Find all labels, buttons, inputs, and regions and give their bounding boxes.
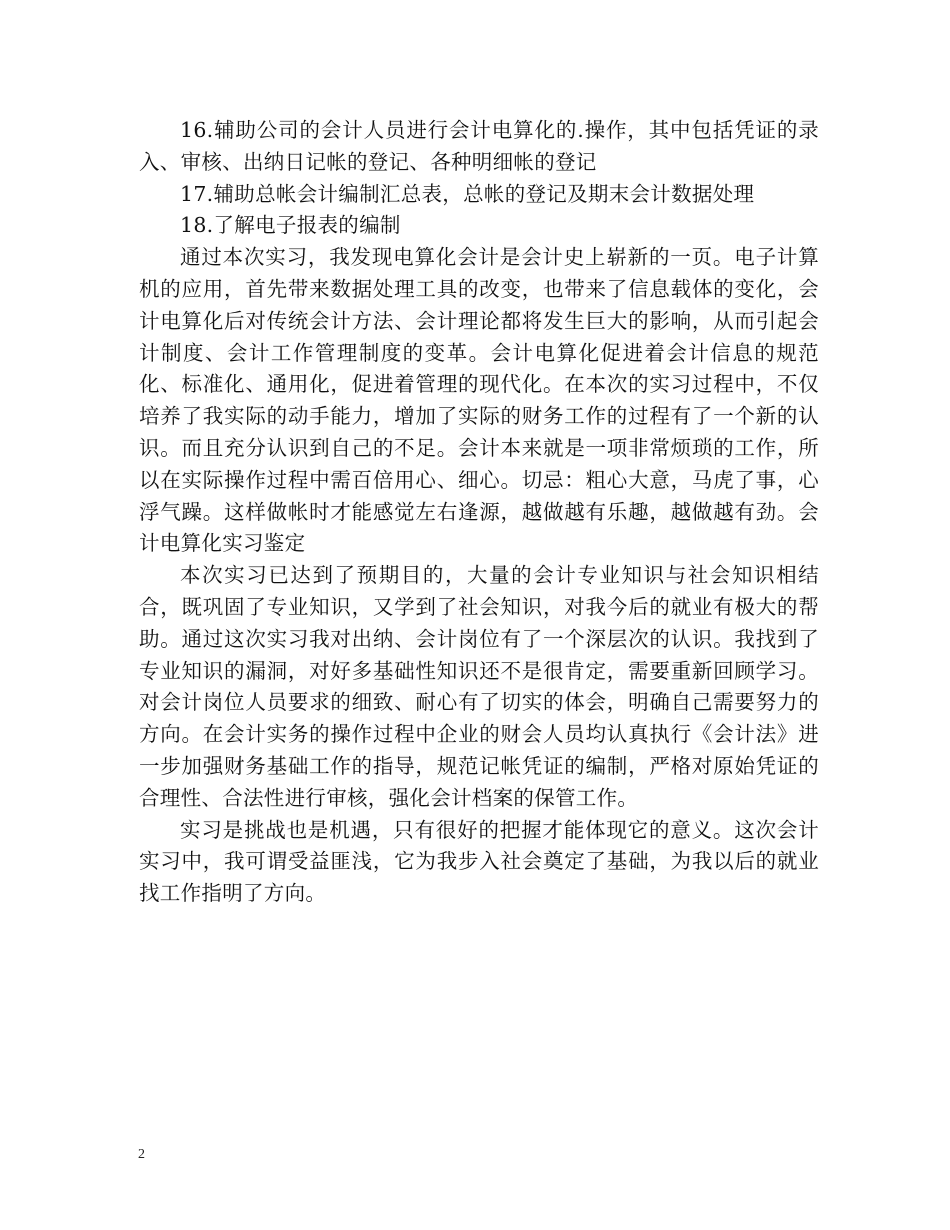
document-body bbox=[139, 115, 819, 910]
page-number: 2 bbox=[138, 1147, 145, 1162]
paragraph-item-17: 17.辅助总帐会计编制汇总表，总帐的登记及期末会计数据处理 bbox=[180, 181, 755, 206]
paragraph-conclusion: 实习是挑战也是机遇，只有很好的把握才能体现它的意义。这次会计实习中，我可谓受益匪浅，它为我步入社会奠定了基础，为我以后的就业找工作指明了方向。 bbox=[139, 817, 819, 906]
paragraph-item-16: 16.辅助公司的会计人员进行会计电算化的.操作，其中包括凭证的录入、审核、出纳日记帐的登记、各种明细帐的登记 bbox=[139, 118, 819, 174]
paragraph-evaluation: 本次实习已达到了预期目的，大量的会计专业知识与社会知识相结合，既巩固了专业知识，又学到了社会知识，对我今后的就业有极大的帮助。通过这次实习我对出纳、会计岗位有了一个深层次的认识。我找到了专业知识的漏洞，对好多基础性知识还不是很肯定，需要重新回顾学习。对会计岗位人员要求的细致、耐心有了切实的体会，明确自己需要努力的方向。在会计实务的操作过程中企业的财会人员均认真执行《会计法》进一步加强财务基础工作的指导，规范记帐凭证的编制，严格对原始凭证的合理性、合法性进行审核，强化会计档案的保管工作。 bbox=[139, 563, 819, 810]
paragraph-item-18: 18.了解电子报表的编制 bbox=[180, 213, 401, 238]
paragraph-summary: 通过本次实习，我发现电算化会计是会计史上崭新的一页。电子计算机的应用，首先带来数据处理工具的改变，也带来了信息载体的变化，会计电算化后对传统会计方法、会计理论都将发生巨大的影响，从而引起会计制度、会计工作管理制度的变革。会计电算化促进着会计信息的规范化、标准化、通用化，促进着管理的现代化。在本次的实习过程中，不仅培养了我实际的动手能力，增加了实际的财务工作的过程有了一个新的认识。而且充分认识到自己的不足。会计本来就是一项非常烦琐的工作，所以在实际操作过程中需百倍用心、细心。切忌：粗心大意，马虎了事，心浮气躁。这样做帐时才能感觉左右逢源，越做越有乐趣，越做越有劲。会计电算化实习鉴定 bbox=[139, 245, 819, 556]
